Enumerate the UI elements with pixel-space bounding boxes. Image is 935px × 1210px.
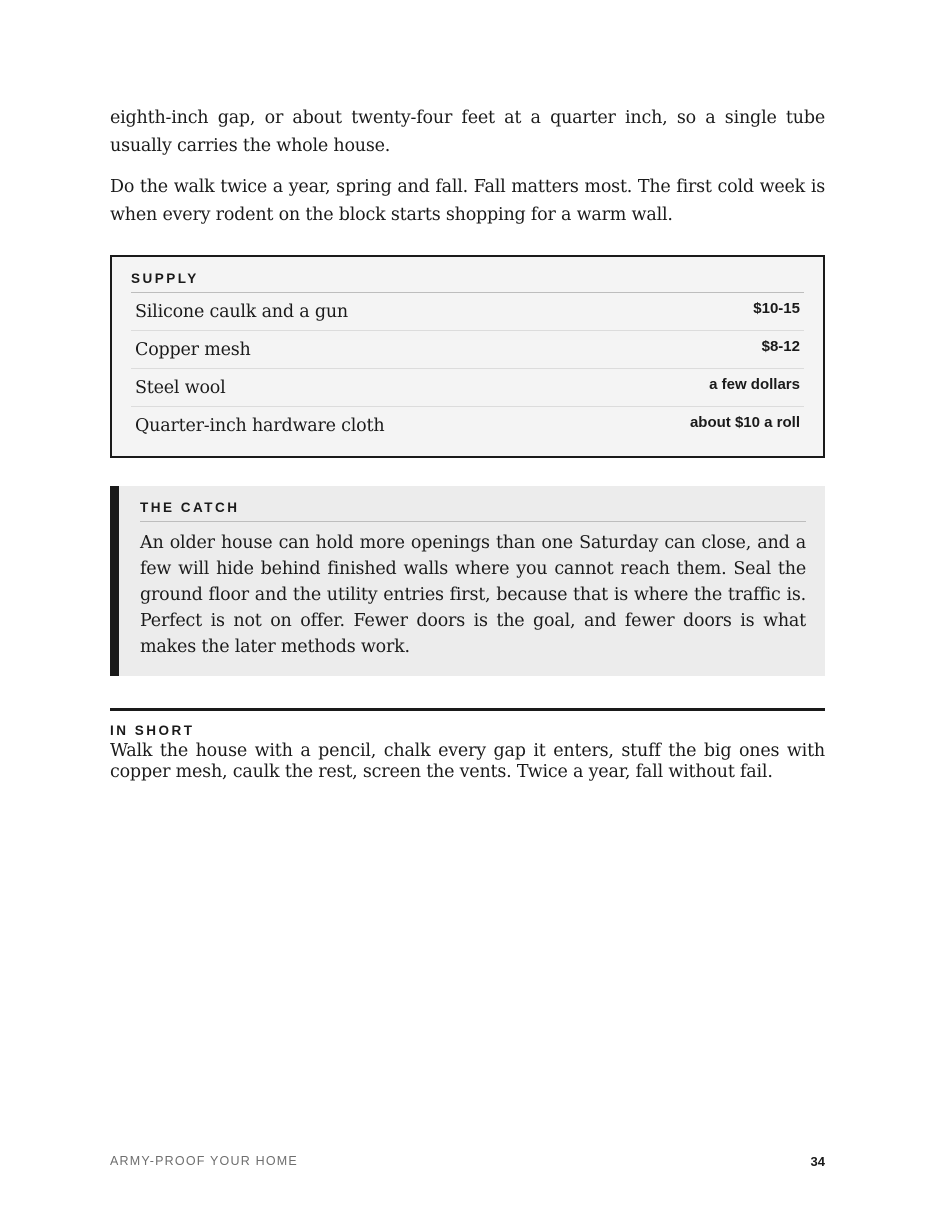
supply-row xyxy=(131,293,804,331)
supply-row xyxy=(131,369,804,407)
body-paragraph: Do the walk twice a year, spring and fall. Fall matters most. The first cold week is when every rodent on the block starts shopping for a warm wall. xyxy=(110,177,825,225)
summary-section xyxy=(110,708,825,783)
supply-item-price: $10-15 xyxy=(753,300,800,317)
running-footer-title: ARMY-PROOF YOUR HOME xyxy=(110,1154,298,1168)
supply-row xyxy=(131,331,804,369)
page-footer xyxy=(110,1154,825,1169)
page-number: 34 xyxy=(810,1154,825,1169)
supply-item-price: about $10 a roll xyxy=(689,414,800,431)
supply-title: SUPPLY xyxy=(131,271,804,293)
catch-text: An older house can hold more openings than one Saturday can close, and a few will hide behind finished walls where you cannot reach them. Seal the ground floor and the utility entries first, because that is where the traffic is. Perfect is not on offer. Fewer doors is the goal, and fewer doors is what makes the later methods work. xyxy=(140,533,806,657)
supply-item-name: Quarter-inch hardware cloth xyxy=(135,416,385,436)
body-paragraph: eighth-inch gap, or about twenty-four feet at a quarter inch, so a single tube usually carries the whole house. xyxy=(110,108,825,156)
catch-title: THE CATCH xyxy=(140,500,806,522)
supply-item-name: Silicone caulk and a gun xyxy=(135,302,348,322)
summary-label: IN SHORT xyxy=(110,723,195,738)
supply-item-name: Copper mesh xyxy=(135,340,251,360)
summary-text: Walk the house with a pencil, chalk every gap it enters, stuff the big ones with copper mesh, caulk the rest, screen the vents. Twice a year, fall without fail. xyxy=(110,741,825,782)
page-content xyxy=(110,104,825,783)
supply-item-price: a few dollars xyxy=(709,376,800,393)
supply-row xyxy=(131,407,804,444)
supply-box xyxy=(110,255,825,458)
supply-item-name: Steel wool xyxy=(135,378,226,398)
supply-item-price: $8-12 xyxy=(761,338,800,355)
catch-callout xyxy=(110,486,825,676)
